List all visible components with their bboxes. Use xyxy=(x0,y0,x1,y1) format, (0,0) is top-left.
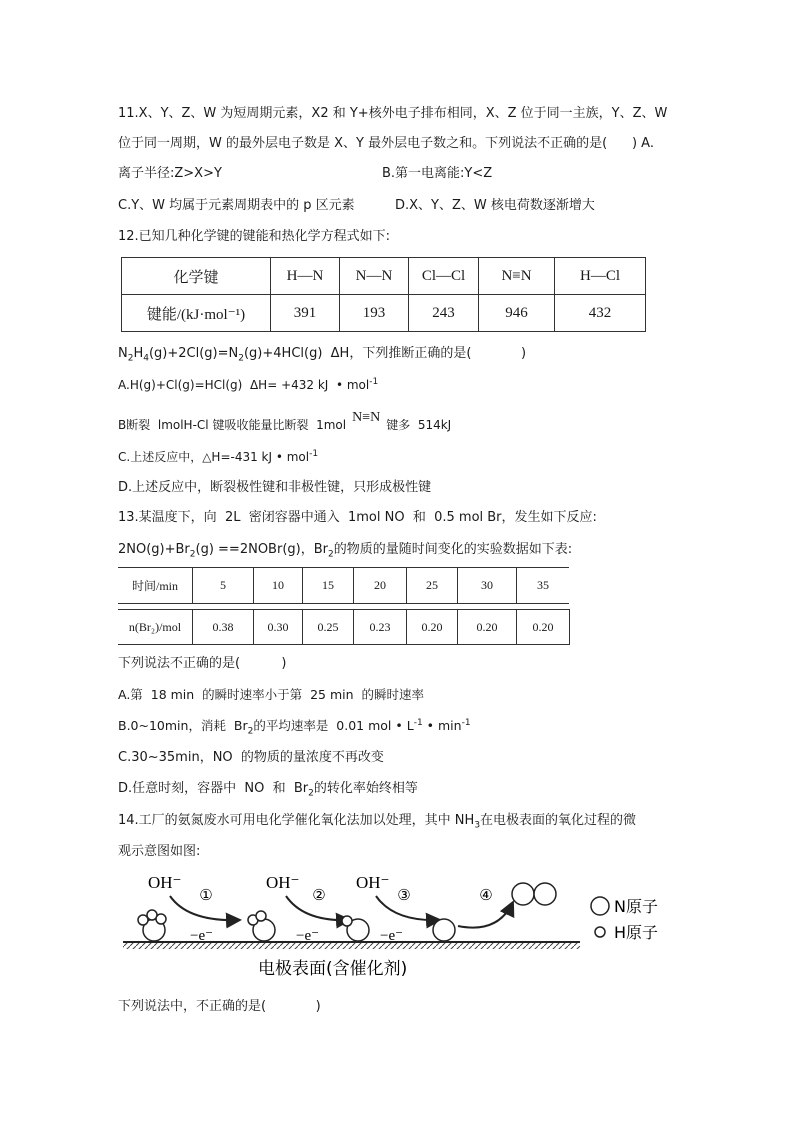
time-table xyxy=(118,567,569,604)
table-cell: 432 xyxy=(555,295,646,332)
bond-energy-table xyxy=(121,257,646,332)
table-cell: 0.20 xyxy=(517,610,570,645)
q12-option-c: C.上述反应中，△H=-431 kJ • mol$^{-1}$ xyxy=(118,449,319,464)
table-header-bond: 化学键 xyxy=(122,258,271,295)
step-number: ① xyxy=(199,886,213,904)
table-header-amount: n(Br₂)/mol xyxy=(118,610,193,645)
q11-stem-line2: 位于同一周期，W 的最外层电子数是 X、Y 最外层电子数之和。下列说法不正确的是( ) A. xyxy=(118,136,654,151)
q14-stem-line1: 14.工厂的氨氮废水可用电化学催化氧化法加以处理，其中 $NH_3$在电极表面的氧化过程的微 xyxy=(118,813,637,831)
electron-label: −e⁻ xyxy=(296,928,320,944)
step-number: ② xyxy=(312,886,326,904)
legend-h-label: H原子 xyxy=(614,923,659,942)
table-cell: Cl—Cl xyxy=(409,258,479,295)
surface-caption: 电极表面(含催化剂) xyxy=(258,959,408,979)
table-cell: 0.20 xyxy=(407,610,458,645)
electron-label: −e⁻ xyxy=(190,928,214,944)
table-cell: 243 xyxy=(409,295,479,332)
table-cell: 25 xyxy=(407,568,458,604)
q11-option-d: D.X、Y、Z、W 核电荷数逐渐增大 xyxy=(395,198,595,213)
nh-molecule-icon xyxy=(342,916,369,941)
q11-option-b: B.第一电离能:Y<Z xyxy=(382,166,493,181)
table-row xyxy=(118,568,569,604)
legend-h-icon xyxy=(595,927,605,937)
table-row xyxy=(122,295,646,332)
q11-option-a: 离子半径:Z>X>Y xyxy=(118,166,222,181)
table-cell: 20 xyxy=(354,568,407,604)
amount-table xyxy=(118,609,570,645)
arrow-icon xyxy=(458,902,513,928)
legend-n-icon xyxy=(591,897,609,915)
q12-option-d: D.上述反应中，断裂极性键和非极性键，只形成极性键 xyxy=(118,480,432,495)
oh-label: OH⁻ xyxy=(356,873,390,892)
q13-option-a: A.第 18 min 的瞬时速率小于第 25 min 的瞬时速率 xyxy=(118,687,424,702)
q14-ask: 下列说法中，不正确的是( ) xyxy=(118,999,321,1014)
nh3-molecule-icon xyxy=(138,910,166,941)
table-cell: H—N xyxy=(271,258,340,295)
q12-option-a: A.H(g)+Cl(g)=HCl(g) ΔH= +432 kJ • mol$^{-1}$ xyxy=(118,377,379,392)
q14-stem-line2: 观示意图如图: xyxy=(118,844,201,859)
table-cell: 30 xyxy=(458,568,517,604)
triple-bond-symbol: N≡N xyxy=(352,410,381,425)
table-cell: 0.38 xyxy=(193,610,254,645)
table-cell: 10 xyxy=(254,568,303,604)
table-header-energy: 键能/(kJ·mol⁻¹) xyxy=(122,295,271,332)
step-number: ③ xyxy=(397,886,411,904)
oh-label: OH⁻ xyxy=(266,873,300,892)
table-cell: 15 xyxy=(303,568,354,604)
table-cell: 193 xyxy=(340,295,409,332)
table-cell: 0.20 xyxy=(458,610,517,645)
nh2-molecule-icon xyxy=(248,911,275,941)
q13-option-c: C.30~35min，NO 的物质的量浓度不再改变 xyxy=(118,750,384,765)
legend-n-label: N原子 xyxy=(614,897,658,916)
table-cell: H—Cl xyxy=(555,258,646,295)
table-cell: 35 xyxy=(517,568,570,604)
n-atom-icon xyxy=(433,919,455,941)
table-cell: N—N xyxy=(340,258,409,295)
q12-equation: $N_2H_4(g)+2Cl(g)=N_2(g)+4HCl(g)$ ΔH，下列推断正确的是( ) xyxy=(118,346,527,364)
table-cell: 946 xyxy=(479,295,555,332)
table-cell: 5 xyxy=(193,568,254,604)
table-cell: 0.30 xyxy=(254,610,303,645)
q11-stem-line1: 11.X、Y、Z、W 为短周期元素，X2 和 Y+核外电子排布相同，X、Z 位于同一主族，Y、Z、W xyxy=(118,106,668,121)
table-cell: 0.25 xyxy=(303,610,354,645)
q13-ask: 下列说法不正确的是( ) xyxy=(118,656,287,671)
n2-molecule-icon xyxy=(512,883,556,905)
table-row xyxy=(122,258,646,295)
q13-stem: 13.某温度下，向 2L 密闭容器中通入 1mol NO 和 0.5 mol Br，发生如下反应: xyxy=(118,510,597,525)
q11-option-c: C.Y、W 均属于元素周期表中的 p 区元素 xyxy=(118,198,355,213)
q12-stem: 12.已知几种化学键的键能和热化学方程式如下: xyxy=(118,229,391,244)
step-number: ④ xyxy=(479,886,493,904)
table-cell: N≡N xyxy=(479,258,555,295)
q13-option-d: D.任意时刻，容器中 NO 和 $Br_2$的转化率始终相等 xyxy=(118,781,418,799)
table-header-time: 时间/min xyxy=(118,568,193,604)
electrode-oxidation-diagram xyxy=(118,862,688,982)
q13-reaction: $2NO(g)+Br_2(g)$ ==2NOBr(g)，$Br_2$的物质的量随时间变化的实验数据如下表: xyxy=(118,542,573,560)
table-cell: 391 xyxy=(271,295,340,332)
table-row xyxy=(118,610,570,645)
q12-option-b: B断裂 lmolH-Cl 键吸收能量比断裂 1mol N≡N 键多 514kJ xyxy=(118,410,452,432)
table-cell: 0.23 xyxy=(354,610,407,645)
oh-label: OH⁻ xyxy=(148,873,182,892)
q13-option-b: B.0~10min，消耗 $Br_2$的平均速率是 0.01 mol • $L^{-1}$ • $\min^{-1}$ xyxy=(118,717,471,737)
electron-label: −e⁻ xyxy=(380,928,404,944)
